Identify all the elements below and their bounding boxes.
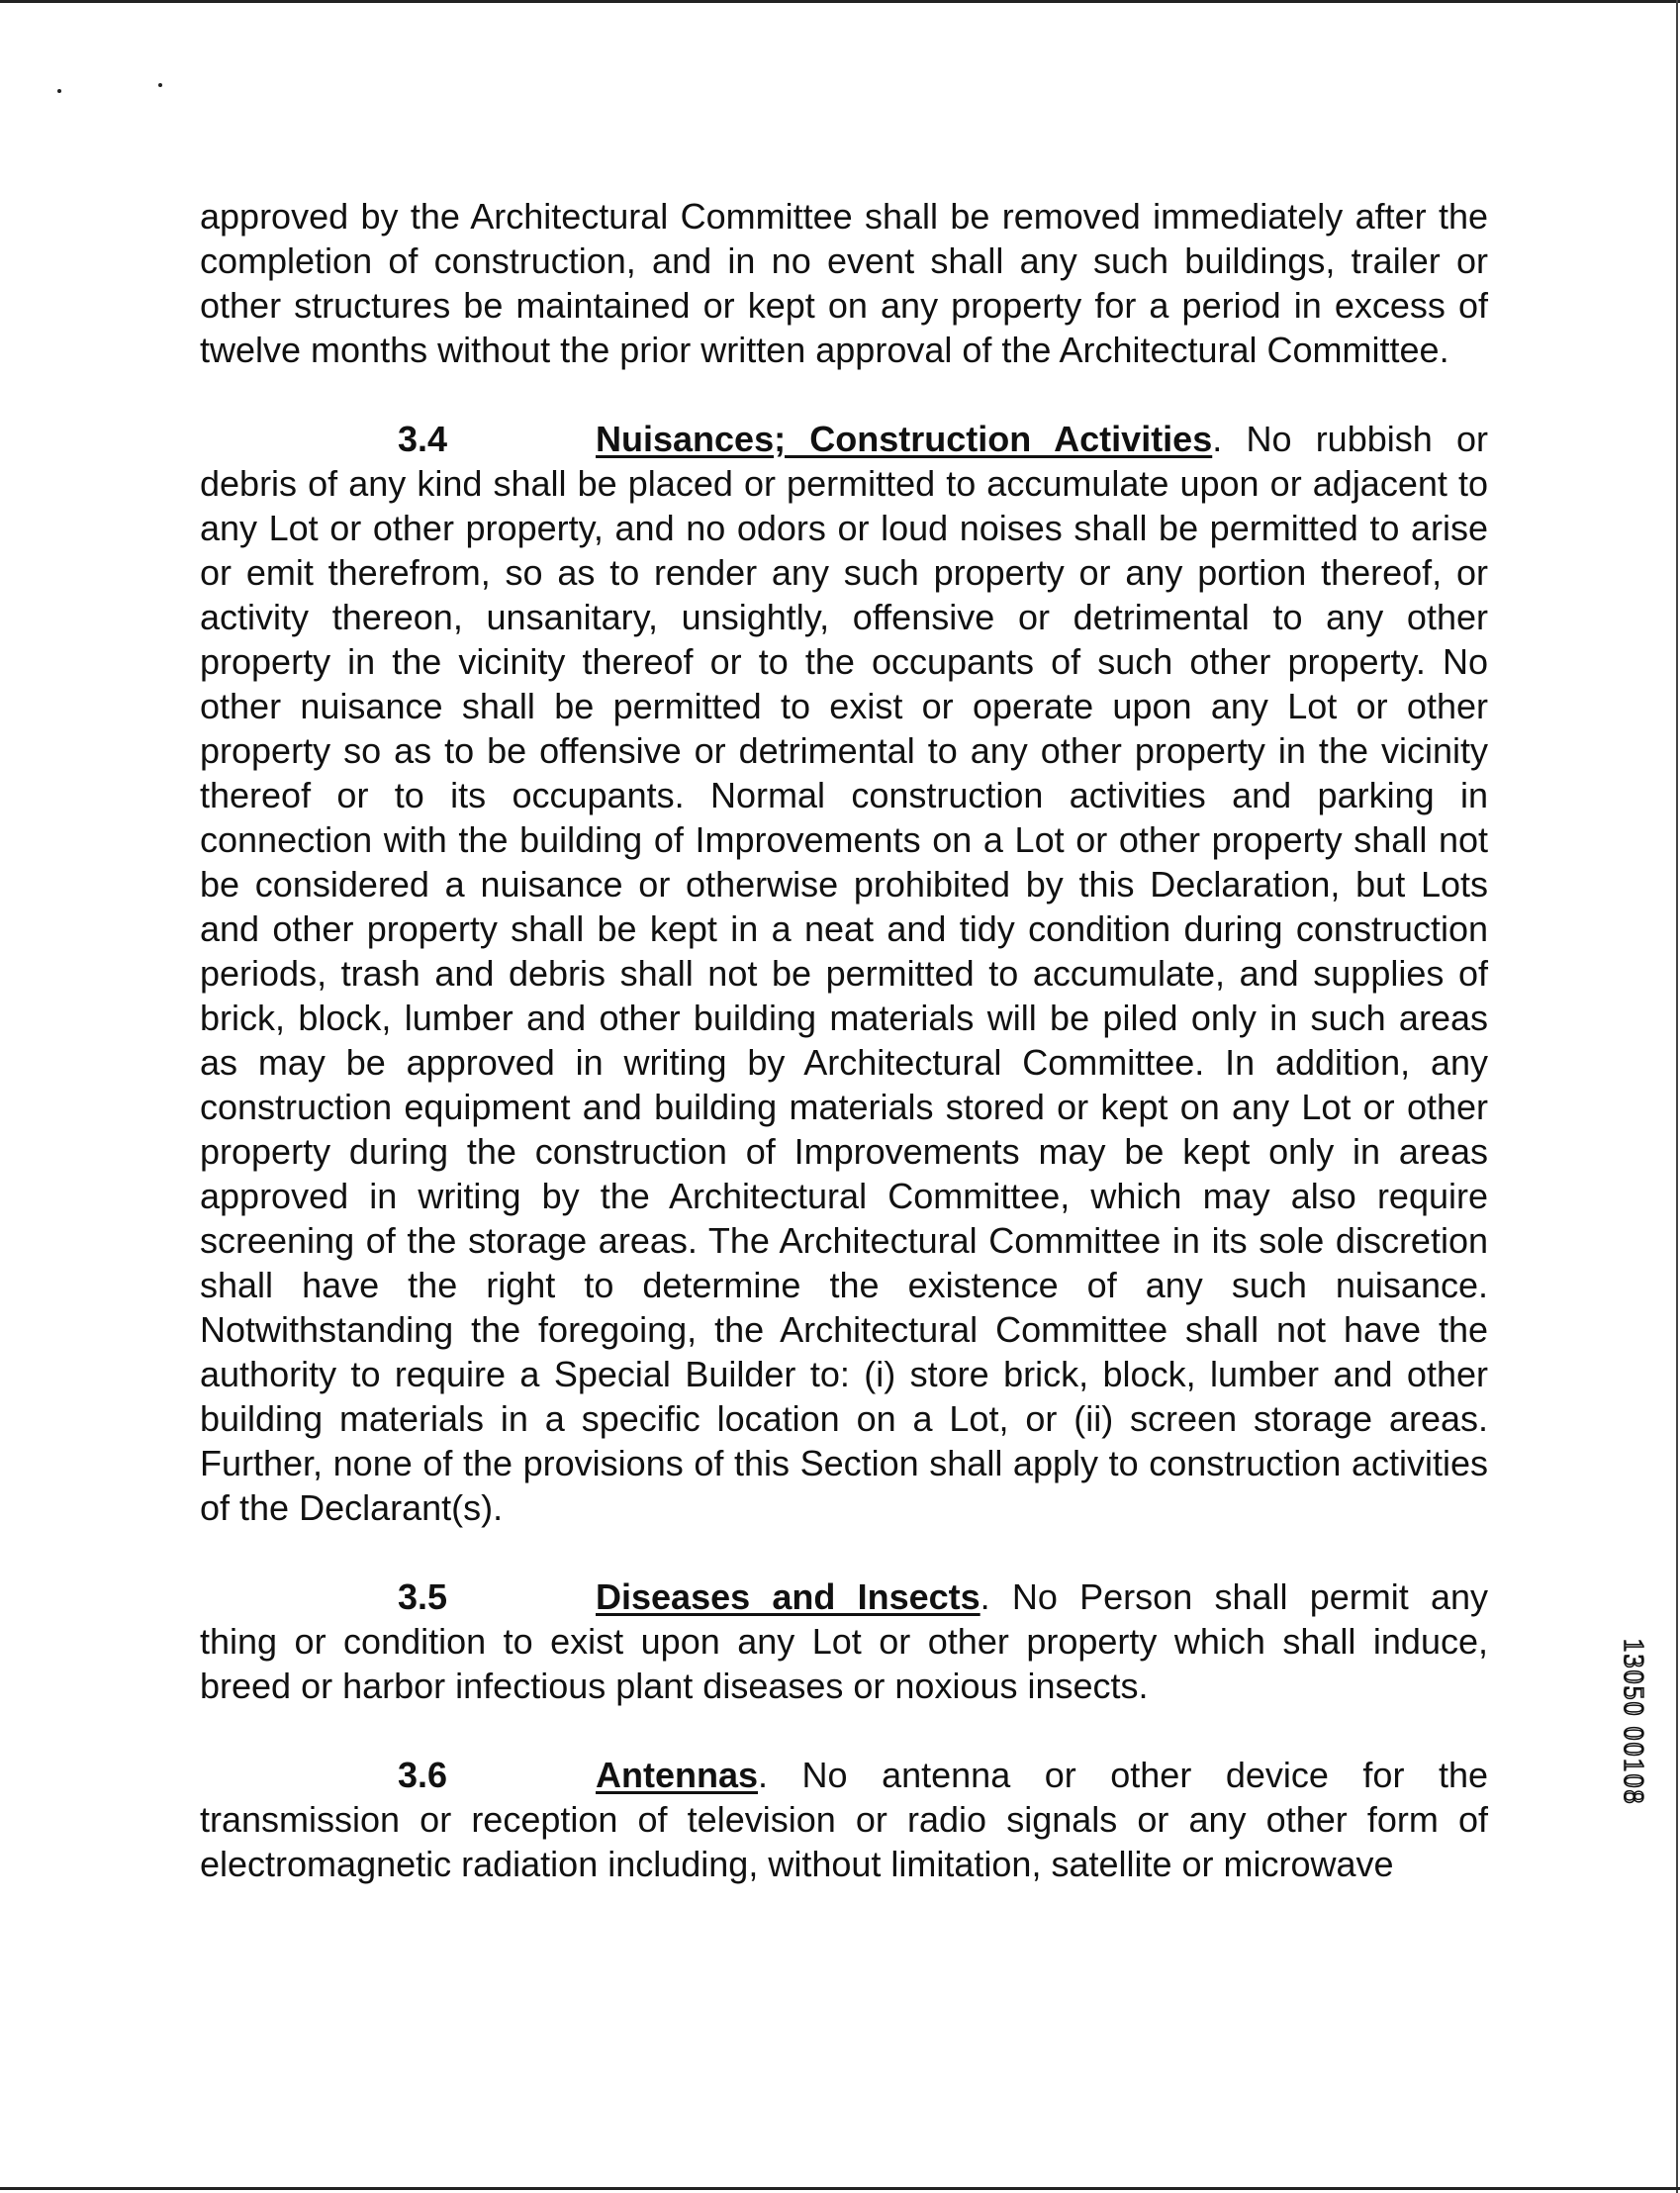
- section-number: 3.6: [398, 1755, 448, 1795]
- section-3-6: [200, 1753, 1488, 1886]
- scan-border-bottom: [0, 2187, 1680, 2190]
- section-number: 3.5: [398, 1576, 448, 1617]
- document-body: [200, 194, 1488, 1931]
- section-3-4: [200, 417, 1488, 1530]
- section-number: 3.4: [398, 419, 448, 459]
- section-title: Diseases and Insects: [596, 1576, 980, 1617]
- section-3-5: [200, 1574, 1488, 1708]
- bates-number: 13050 00108: [1618, 1638, 1648, 1806]
- scan-border-top: [0, 0, 1680, 3]
- section-body: . No antenna or other device for the transmission or reception of television or radio signals or any other form of electromagnetic radiation including, without limitation, satellite or microwave: [200, 1755, 1488, 1884]
- section-body: . No rubbish or debris of any kind shall be placed or permitted to accumulate upon or adjacent to any Lot or other property, and no odors or loud noises shall be permitted to arise or emit therefrom, so as to render any such property or any portion thereof, or activity thereon, unsanitary, unsightly, offensive or detrimental to any other property in the vicinity thereof or to the occupants of such other property. No other nuisance shall be permitted to exist or operate upon any Lot or other property so as to be offensive or detrimental to any other property in the vicinity thereof or to its occupants. Normal construction activities and parking in connection with the building of Improvements on a Lot or other property shall not be considered a nuisance or otherwise prohibited by this Declaration, but Lots and other property shall be kept in a neat and tidy condition during construction periods, trash and debris shall not be permitted to accumulate, and supplies of brick, block, lumber and other building materials will be piled only in such areas as may be approved in writing by Architectural Committee. In addition, any construction equipment and building materials stored or kept on any Lot or other property during the construction of Improvements may be kept only in areas approved in writing by the Architectural Committee, which may also require screening of the storage areas. The Architectural Committee in its sole discretion shall have the right to determine the existence of any such nuisance. Notwithstanding the foregoing, the Architectural Committee shall not have the authority to require a Special Builder to: (i) store brick, block, lumber and other building materials in a specific location on a Lot, or (ii) screen storage areas. Further, none of the provisions of this Section shall apply to construction activities of the Declarant(s).: [200, 419, 1488, 1528]
- scan-border-right: [1676, 0, 1678, 2193]
- bates-stamp: [1613, 1593, 1652, 1851]
- scan-speck: [158, 83, 162, 87]
- intro-paragraph: approved by the Architectural Committee shall be removed immediately after the completion of construction, and in no event shall any such buildings, trailer or other structures be maintained or kept on any property for a period in excess of twelve months without the prior written approval of the Architectural Committee.: [200, 196, 1488, 370]
- section-title: Antennas: [596, 1755, 759, 1795]
- scan-speck: [57, 89, 61, 93]
- section-body: . No Person shall permit any thing or condition to exist upon any Lot or other property which shall induce, breed or harbor infectious plant diseases or noxious insects.: [200, 1576, 1489, 1706]
- section-title: Nuisances; Construction Activities: [596, 419, 1213, 459]
